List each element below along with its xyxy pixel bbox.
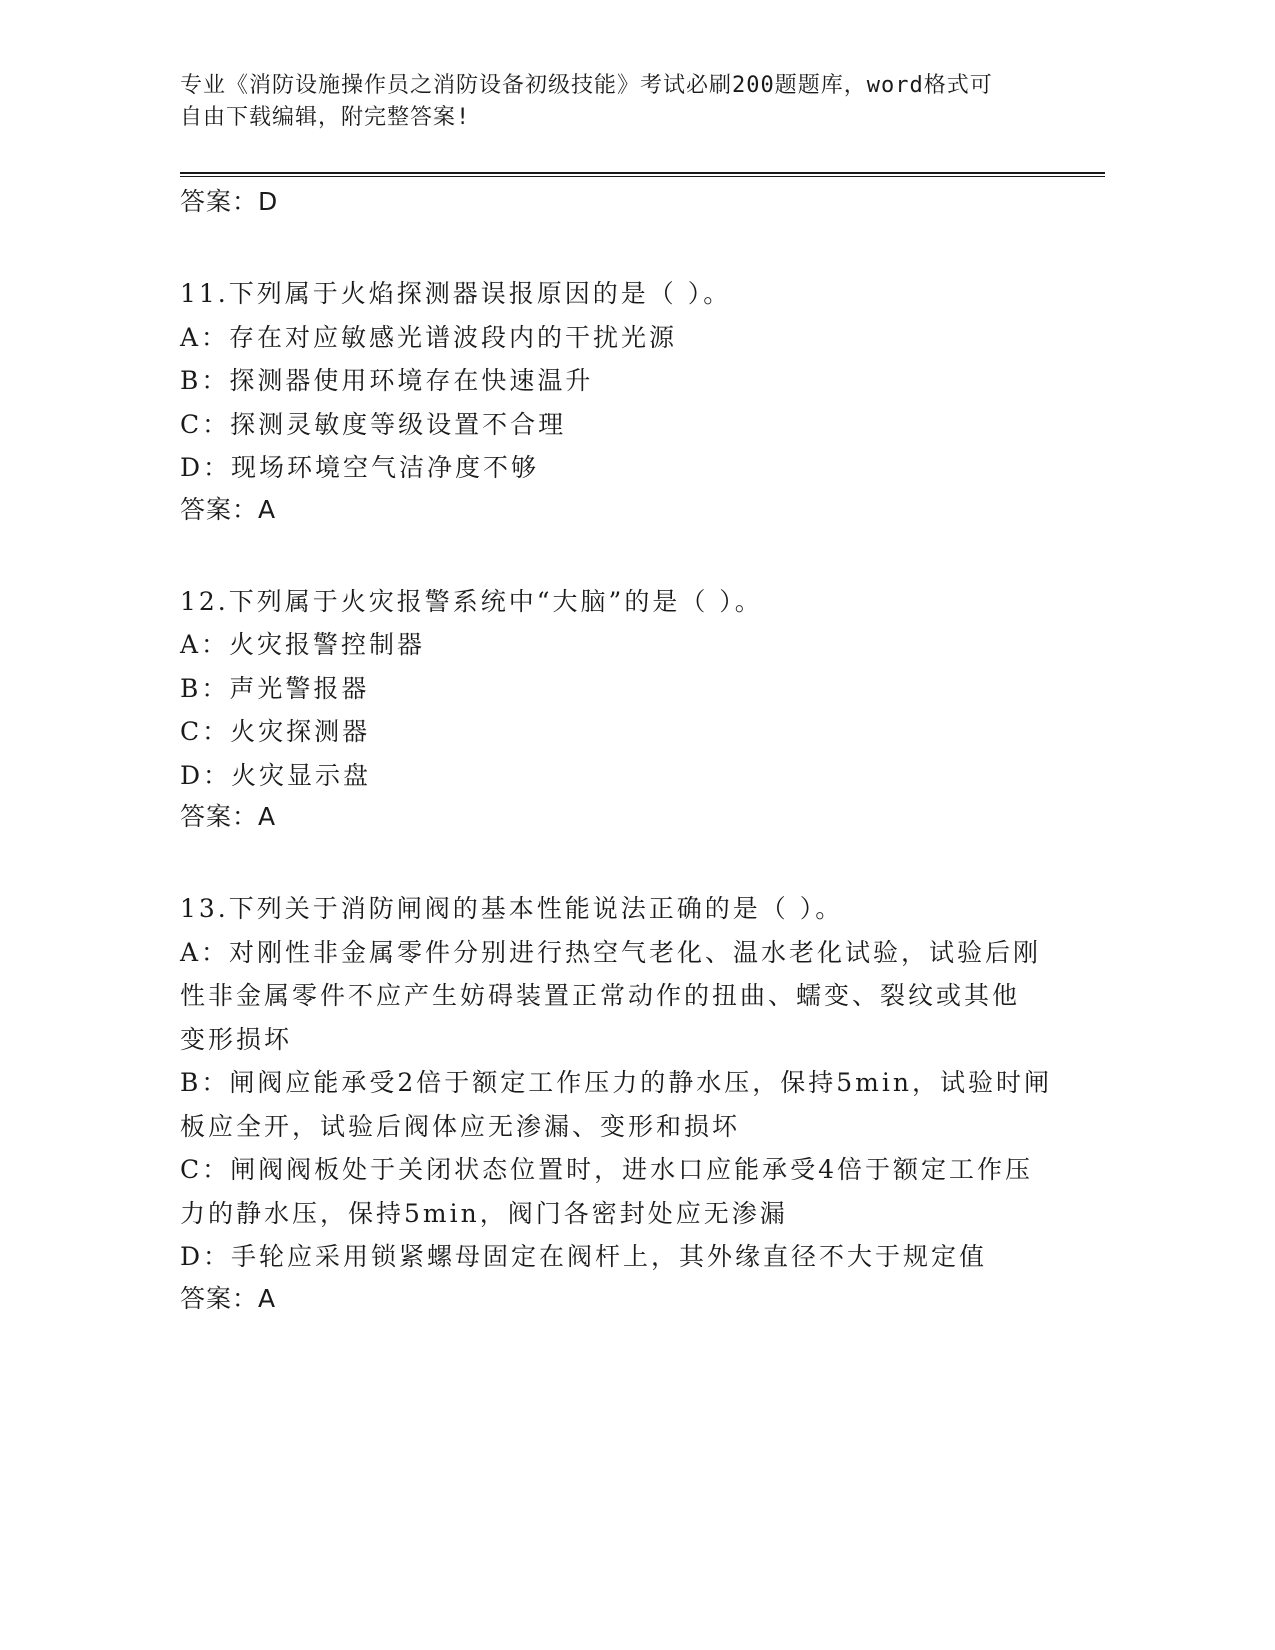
option-b-line-2: 板应全开，试验后阀体应无渗漏、变形和损坏	[180, 1111, 741, 1141]
option-c: C：火灾探测器	[180, 717, 371, 746]
option-a-line-1: A：对刚性非金属零件分别进行热空气老化、温水老化试验，试验后刚	[180, 937, 1042, 967]
question-13	[180, 887, 1052, 1322]
document-body	[180, 182, 1052, 1322]
question-12	[180, 580, 1040, 841]
option-c-line-2: 力的静水压，保持5min，阀门各密封处应无渗漏	[180, 1198, 788, 1228]
answer: 答案：A	[180, 1283, 277, 1313]
option-b	[180, 1061, 1052, 1148]
option-a-line-3: 变形损坏	[180, 1024, 293, 1054]
header-line-1: 专业《消防设施操作员之消防设备初级技能》考试必刷200题题库，word格式可	[180, 73, 993, 98]
option-b-line-1: B：闸阀应能承受2倍于额定工作压力的静水压，保持5min，试验时闸	[180, 1068, 1052, 1097]
option-c: C：探测灵敏度等级设置不合理	[180, 409, 567, 439]
option-c	[180, 1148, 1040, 1235]
option-b: B：探测器使用环境存在快速温升	[180, 366, 594, 395]
header-divider-thin	[180, 176, 1105, 177]
option-b: B：声光警报器	[180, 673, 370, 703]
option-a-line-2: 性非金属零件不应产生妨碍装置正常动作的扭曲、蠕变、裂纹或其他	[180, 981, 1021, 1010]
option-d	[180, 1235, 1040, 1279]
question-stem: 13.下列关于消防闸阀的基本性能说法正确的是（ ）。	[180, 894, 844, 923]
header-line-2: 自由下载编辑，附完整答案!	[180, 105, 471, 130]
answer: 答案：A	[180, 494, 277, 524]
option-d-line-1: D：手轮应采用锁紧螺母固定在阀杆上，其外缘直径不大于规定值	[180, 1242, 988, 1271]
header-divider	[180, 172, 1105, 174]
option-d: D：现场环境空气洁净度不够	[180, 453, 540, 482]
answer-previous: 答案：D	[180, 187, 279, 216]
answer: 答案：A	[180, 802, 277, 831]
option-a: A：存在对应敏感光谱波段内的干扰光源	[180, 322, 678, 352]
document-header	[180, 70, 1060, 134]
question-stem: 11.下列属于火焰探测器误报原因的是（ ）。	[180, 279, 732, 308]
option-a	[180, 931, 1040, 1062]
option-a: A：火灾报警控制器	[180, 630, 426, 659]
question-11	[180, 272, 1040, 533]
option-d: D：火灾显示盘	[180, 760, 372, 790]
question-stem: 12.下列属于火灾报警系统中“大脑”的是（ ）。	[180, 586, 763, 616]
option-c-line-1: C：闸阀阀板处于关闭状态位置时，进水口应能承受4倍于额定工作压	[180, 1155, 1034, 1184]
